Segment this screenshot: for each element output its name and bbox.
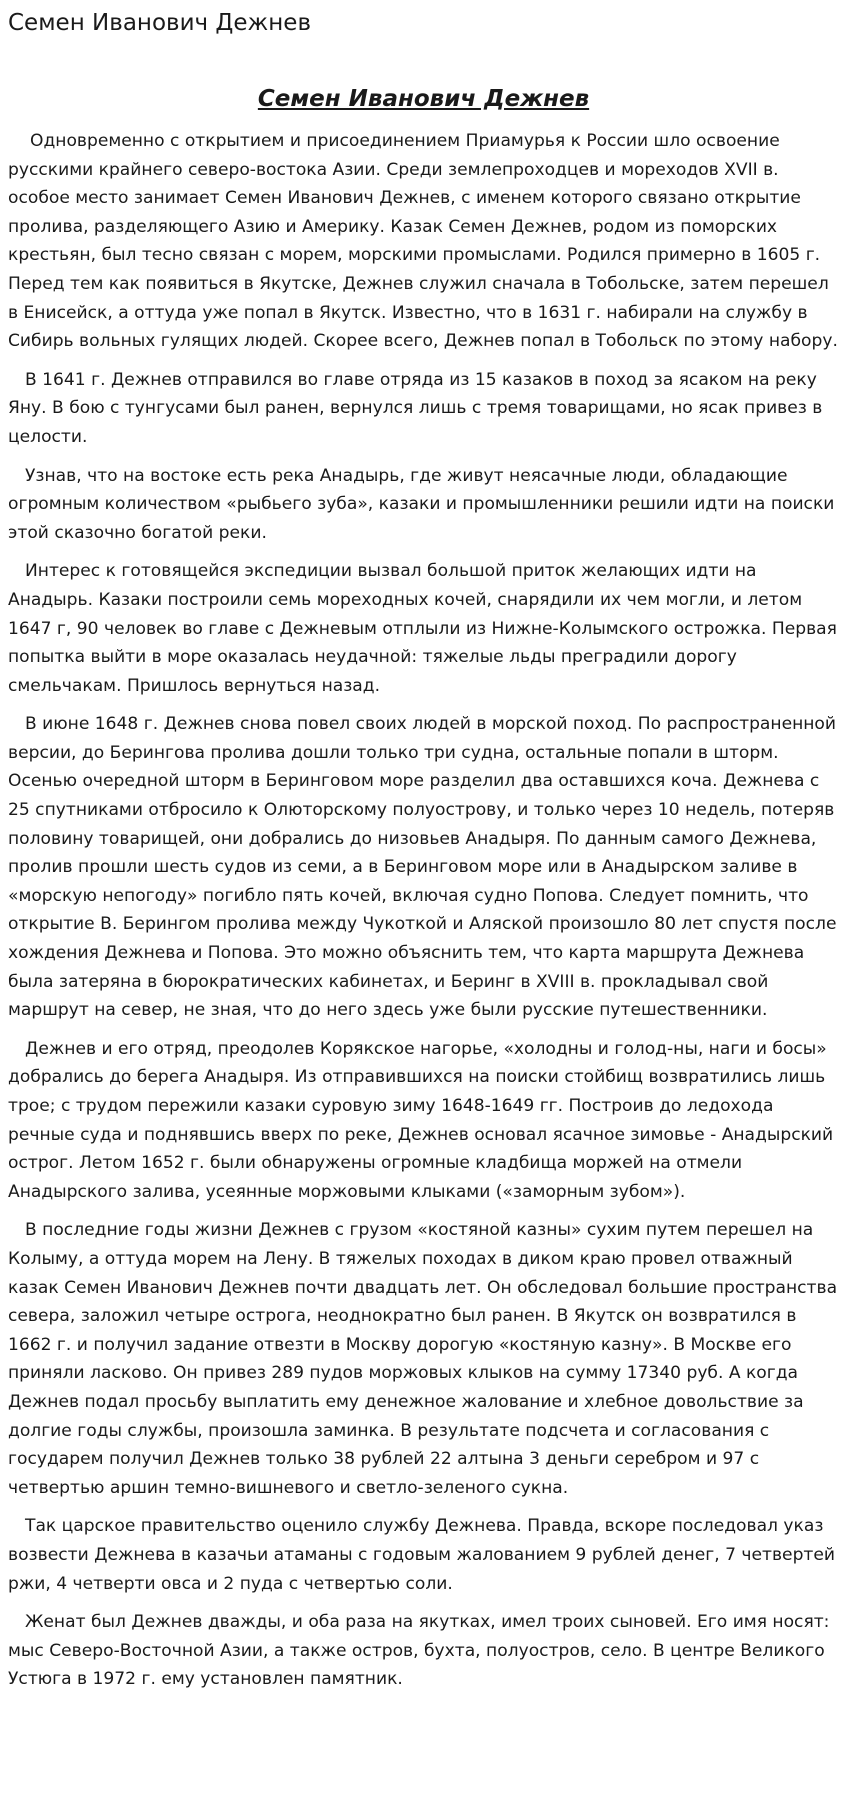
paragraph-8: Так царское правительство оценило службу Дежнева. Правда, вскоре последовал указ возвести Дежнева в казачьи атаманы с годовым жалованием 9 рублей денег, 7 четвертей ржи, 4 четверти овса и 2 пуда с четвертью соли.: [8, 1516, 836, 1594]
paragraph-4: Интерес к готовящейся экспедиции вызвал большой приток желающих идти на Анадырь. Казаки построили семь мореходных кочей, снарядили их чем могли, и летом 1647 г, 90 человек во главе с Дежневым отплыли из Нижне-Колымского острожка. Первая попытка выйти в море оказалась неудачной: тяжелые льды преградили дорогу смельчакам. Пришлось вернуться назад.: [8, 561, 837, 696]
article-body: [8, 127, 839, 1694]
paragraph-7: В последние годы жизни Дежнев с грузом «костяной казны» сухим путем перешел на Колыму, а оттуда морем на Лену. В тяжелых походах в диком краю провел отважный казак Семен Иванович Дежнев почти двадцать лет. Он обследовал большие пространства севера, заложил четыре острога, неоднократно был ранен. В Якутск он возвратился в 1662 г. и получил задание отвезти в Москву дорогую «костяную казну». В Москве его приняли ласково. Он привез 289 пудов моржовых клыков на сумму 17340 руб. А когда Дежнев подал просьбу выплатить ему денежное жалование и хлебное довольствие за долгие годы службы, произошла заминка. В результате подсчета и согласования с государем получил Дежнев только 38 рублей 22 алтына 3 деньги серебром и 97 с четвертью аршин темно-вишневого и светло-зеленого сукна.: [8, 1220, 838, 1498]
article-title: Семен Иванович Дежнев: [257, 86, 590, 112]
page-header-title: Семен Иванович Дежнев: [8, 10, 312, 36]
paragraph-2: В 1641 г. Дежнев отправился во главе отряда из 15 казаков в поход за ясаком на реку Яну. В бою с тунгусами был ранен, вернулся лишь с тремя товарищами, но ясак привез в целости.: [8, 369, 823, 447]
paragraph-5: В июне 1648 г. Дежнев снова повел своих людей в морской поход. По распространенной версии, до Берингова пролива дошли только три судна, остальные попали в шторм. Осенью очередной шторм в Беринговом море разделил два оставшихся коча. Дежнева с 25 спутниками отбросило к Олюторскому полуострову, и только через 10 недель, потеряв половину товарищей, они добрались до низовьев Анадыря. По данным самого Дежнева, пролив прошли шесть судов из семи, а в Беринговом море или в Анадырском заливе в «морскую непогоду» погибло пять кочей, включая судно Попова. Следует помнить, что открытие В. Берингом пролива между Чукоткой и Аляской произошло 80 лет спустя после хождения Дежнева и Попова. Это можно объяснить тем, что карта маршрута Дежнева была затеряна в бюрократических кабинетах, и Беринг в XVIII в. прокладывал свой маршрут на север, не зная, что до него здесь уже были русские путешественники.: [8, 714, 837, 1021]
paragraph-3: Узнав, что на востоке есть река Анадырь, где живут неясачные люди, обладающие огромным количеством «рыбьего зуба», казаки и промышленники решили идти на поиски этой сказочно богатой реки.: [8, 465, 835, 543]
paragraph-6: Дежнев и его отряд, преодолев Корякское нагорье, «холодны и голод-ны, наги и босы» добрались до берега Анадыря. Из отправившихся на поиски стойбищ возвратились лишь трое; с трудом пережили казаки суровую зиму 1648-1649 гг. Построив до ледохода речные суда и поднявшись вверх по реке, Дежнев основал ясачное зимовье - Анадырский острог. Летом 1652 г. были обнаружены огромные кладбища моржей на отмели Анадырского залива, усеянные моржовыми клыками («заморным зубом»).: [8, 1038, 834, 1202]
paragraph-9: Женат был Дежнев дважды, и оба раза на якутках, имел троих сыновей. Его имя носят: мыс Северо-Восточной Азии, а также остров, бухта, полуостров, село. В центре Великого Устюга в 1972 г. ему установлен памятник.: [8, 1612, 830, 1690]
paragraph-1: Одновременно с открытием и присоединением Приамурья к России шло освоение русскими крайнего северо-востока Азии. Среди землепроходцев и мореходов XVII в. особое место занимает Семен Иванович Дежнев, с именем которого связано открытие пролива, разделяющего Азию и Америку. Казак Семен Дежнев, родом из поморских крестьян, был тесно связан с морем, морскими промыслами. Родился примерно в 1605 г. Перед тем как появиться в Якутске, Дежнев служил сначала в Тобольске, затем перешел в Енисейск, а оттуда уже попал в Якутск. Известно, что в 1631 г. набирали на службу в Сибирь вольных гулящих людей. Скорее всего, Дежнев попал в Тобольск по этому набору.: [8, 131, 838, 352]
